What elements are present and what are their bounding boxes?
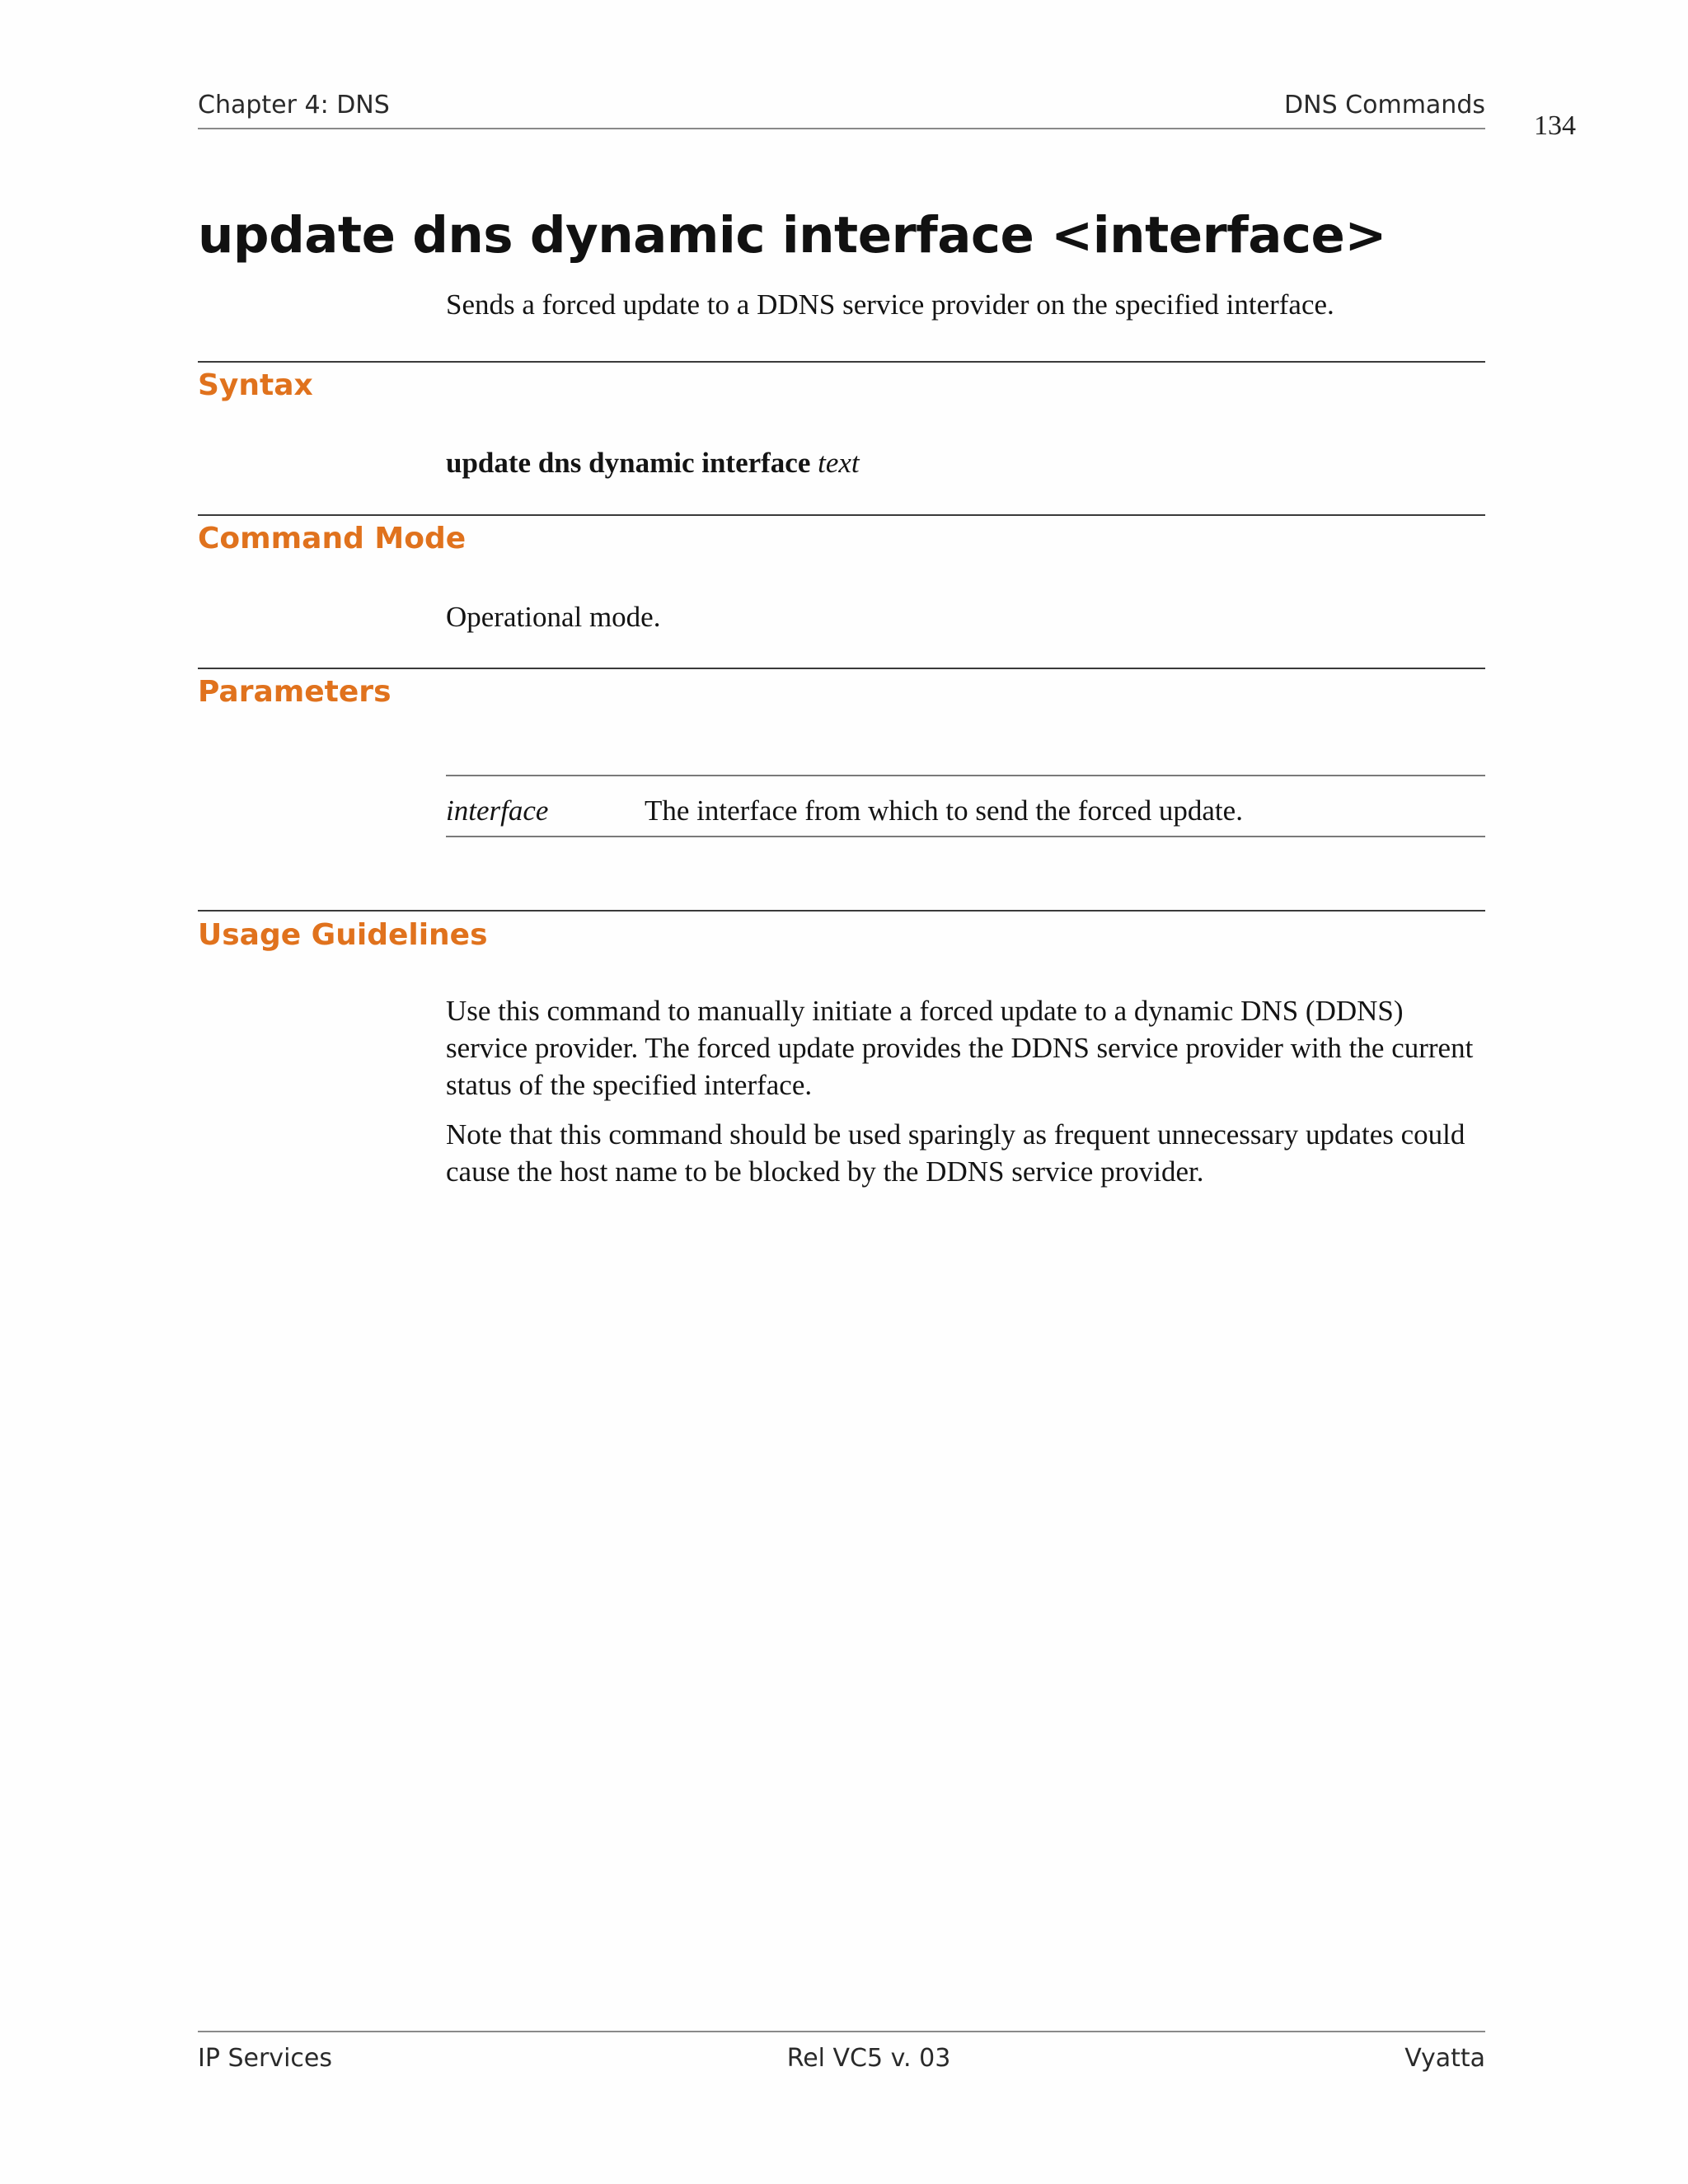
- section-divider-usage: [198, 910, 1485, 912]
- syntax-command: update dns dynamic interface: [446, 447, 811, 479]
- header-divider: [198, 128, 1485, 129]
- parameter-description: The interface from which to send the forced update.: [645, 794, 1243, 827]
- section-heading-command-mode: Command Mode: [198, 522, 467, 555]
- command-summary: Sends a forced update to a DDNS service provider on the specified interface.: [446, 288, 1334, 321]
- parameters-table-bottom-rule: [446, 836, 1485, 837]
- footer-left: IP Services: [198, 2044, 332, 2073]
- usage-paragraph-2: Note that this command should be used sparingly as frequent unnecessary updates could cause the host name to be blocked by the DDNS service provider.: [446, 1118, 1465, 1188]
- syntax-argument: text: [818, 447, 860, 479]
- footer-center: Rel VC5 v. 03: [786, 2044, 951, 2073]
- parameters-table-top-rule: [446, 775, 1485, 776]
- syntax-line: [446, 447, 860, 480]
- running-header-section: DNS Commands: [1284, 91, 1485, 120]
- command-mode-text: Operational mode.: [446, 601, 661, 633]
- running-header-chapter: Chapter 4: DNS: [198, 91, 390, 120]
- section-divider-syntax: [198, 361, 1485, 363]
- usage-paragraph-1: Use this command to manually initiate a forced update to a dynamic DNS (DDNS) service provider. The forced update provides the DDNS service provider with the current status of the specified interface.: [446, 995, 1474, 1101]
- page-number: 134: [1534, 110, 1576, 141]
- section-divider-parameters: [198, 668, 1485, 669]
- section-divider-command-mode: [198, 514, 1485, 516]
- section-heading-usage: Usage Guidelines: [198, 918, 488, 952]
- section-heading-parameters: Parameters: [198, 675, 392, 709]
- command-title: update dns dynamic interface <interface>: [198, 206, 1387, 265]
- section-heading-syntax: Syntax: [198, 368, 313, 402]
- footer-right: Vyatta: [1404, 2044, 1485, 2073]
- footer-divider: [198, 2031, 1485, 2032]
- parameter-name: interface: [446, 794, 549, 827]
